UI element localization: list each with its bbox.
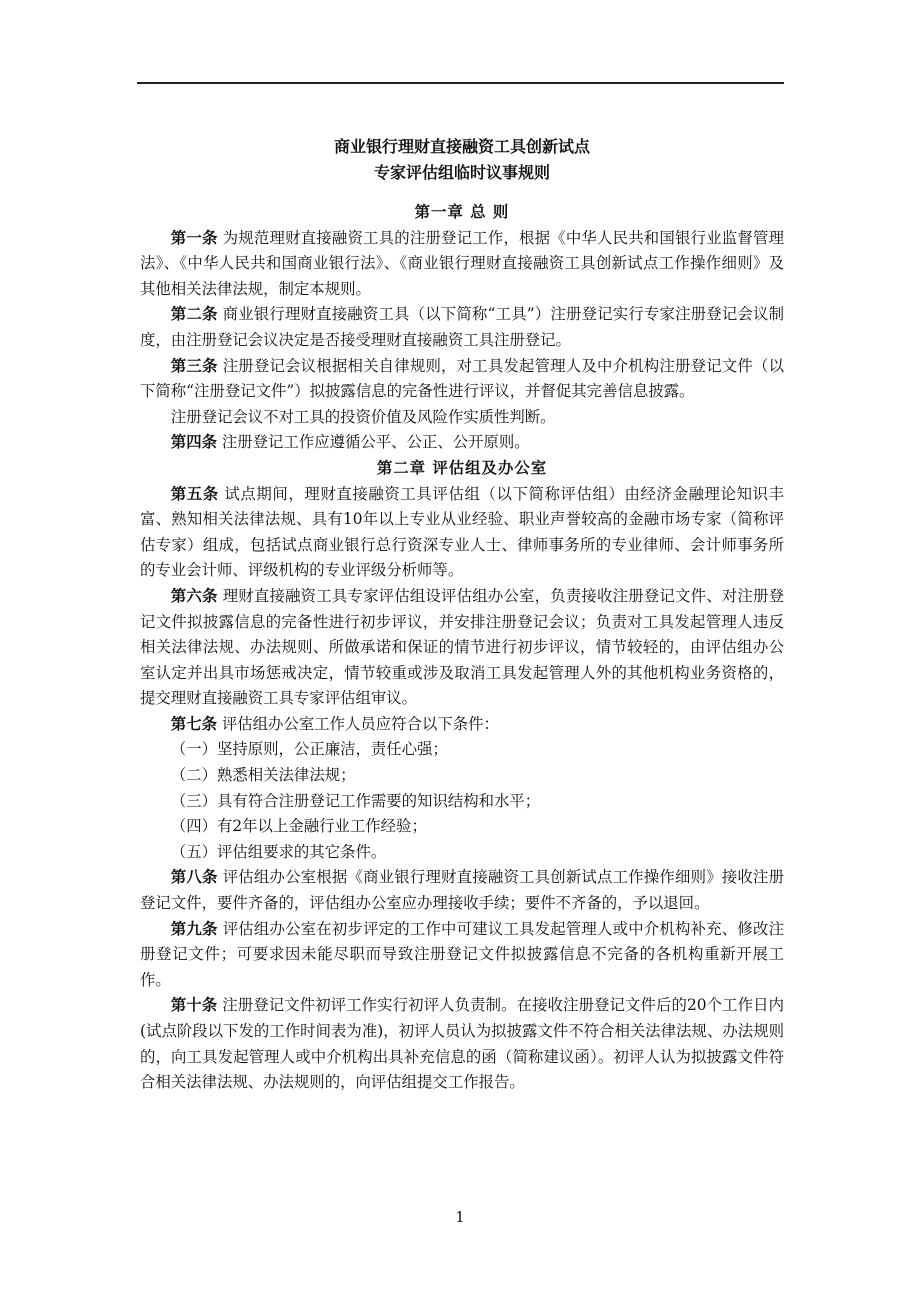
page-number: 1 bbox=[455, 1208, 465, 1226]
article-number: 第七条 bbox=[170, 714, 217, 733]
article-text: 为规范理财直接融资工具的注册登记工作，根据《中华人民共和国银行业监督管理法》、《中华人民共和国商业银行法》、《商业银行理财直接融资工具创新试点工作操作细则》及其他相关法律法规，制定本规则。 bbox=[140, 228, 784, 298]
article-text: 商业银行理财直接融资工具（以下简称“工具”）注册登记实行专家注册登记会议制度，由注册登记会议决定是否接受理财直接融资工具注册登记。 bbox=[140, 305, 784, 349]
article-text: 理财直接融资工具专家评估组设评估组办公室，负责接收注册登记文件、对注册登记文件拟披露信息的完备性进行初步评议，并安排注册登记会议；负责对工具发起管理人违反相关法律法规、办法规则、所做承诺和保证的情节进行初步评议，情节较轻的，由评估组办公室认定并出具市场惩戒决定，情节较重或涉及取消工具发起管理人外的其他机构业务资格的，提交理财直接融资工具专家评估组审议。 bbox=[140, 586, 784, 708]
body-paragraph: （四）有2年以上金融行业工作经验； bbox=[170, 817, 427, 836]
body-paragraph: （三）具有符合注册登记工作需要的知识结构和水平； bbox=[170, 791, 541, 810]
body-paragraph: （一）坚持原则，公正廉洁，责任心强； bbox=[170, 740, 448, 759]
article-paragraph bbox=[140, 482, 784, 584]
article-paragraph bbox=[140, 917, 784, 994]
body-paragraph: （二）熟悉相关法律法规； bbox=[170, 766, 356, 785]
article-text: 注册登记会议根据相关自律规则，对工具发起管理人及中介机构注册登记文件（以下简称“注册登记文件”）拟披露信息的完备性进行评议，并督促其完善信息披露。 bbox=[140, 356, 784, 401]
article-text: 注册登记文件初评工作实行初评人负责制。在接收注册登记文件后的20个工作日内(试点阶段以下发的工作时间表为准)，初评人员认为拟披露文件不符合相关法律法规、办法规则的，向工具发起管理人或中介机构出具补充信息的函（简称建议函）。初评人认为拟披露文件符合相关法律法规、办法规则的，向评估组提交工作报告。 bbox=[140, 996, 784, 1092]
chapter-heading: 第二章 评估组及办公室 bbox=[376, 458, 548, 477]
document-body bbox=[140, 134, 784, 1096]
article-number: 第三条 bbox=[170, 356, 218, 375]
article-text: 注册登记工作应遵循公平、公正、公开原则。 bbox=[216, 433, 530, 452]
article-paragraph bbox=[140, 430, 784, 456]
article-number: 第六条 bbox=[170, 586, 218, 605]
article-number: 第一条 bbox=[170, 228, 218, 247]
article-paragraph bbox=[140, 993, 784, 1095]
article-number: 第九条 bbox=[170, 919, 218, 938]
header-rule bbox=[137, 82, 784, 84]
article-paragraph bbox=[140, 865, 784, 916]
article-number: 第四条 bbox=[170, 433, 217, 452]
document-title-line1: 商业银行理财直接融资工具创新试点 bbox=[333, 137, 590, 156]
document-paragraphs bbox=[140, 200, 784, 1096]
article-paragraph bbox=[140, 302, 784, 353]
document-title-line2: 专家评估组临时议事规则 bbox=[373, 163, 550, 182]
article-number: 第五条 bbox=[170, 484, 219, 503]
article-number: 第八条 bbox=[170, 868, 218, 887]
article-number: 第二条 bbox=[170, 305, 218, 324]
article-number: 第十条 bbox=[170, 996, 218, 1015]
article-text: 评估组办公室工作人员应符合以下条件： bbox=[216, 714, 499, 733]
body-paragraph: 注册登记会议不对工具的投资价值及风险作实质性判断。 bbox=[170, 407, 556, 426]
chapter-heading: 第一章 总 则 bbox=[414, 203, 510, 221]
article-text: 评估组办公室根据《商业银行理财直接融资工具创新试点工作操作细则》接收注册登记文件，要件齐备的，评估组办公室应办理接收手续；要件不齐备的，予以退回。 bbox=[140, 868, 784, 913]
article-text: 试点期间，理财直接融资工具评估组（以下简称评估组）由经济金融理论知识丰富、熟知相关法律法规、具有10年以上专业从业经验、职业声誉较高的金融市场专家（简称评估专家）组成，包括试点商业银行总行资深专业人士、律师事务所的专业律师、会计师事务所的专业会计师、评级机构的专业评级分析师等。 bbox=[140, 484, 784, 580]
article-paragraph bbox=[140, 712, 784, 738]
body-paragraph: （五）评估组要求的其它条件。 bbox=[170, 842, 387, 861]
article-paragraph bbox=[140, 584, 784, 712]
article-paragraph bbox=[140, 226, 784, 303]
article-paragraph bbox=[140, 354, 784, 405]
article-text: 评估组办公室在初步评定的工作中可建议工具发起管理人或中介机构补充、修改注册登记文件；可要求因未能尽职而导致注册登记文件拟披露信息不完备的各机构重新开展工作。 bbox=[140, 919, 784, 989]
